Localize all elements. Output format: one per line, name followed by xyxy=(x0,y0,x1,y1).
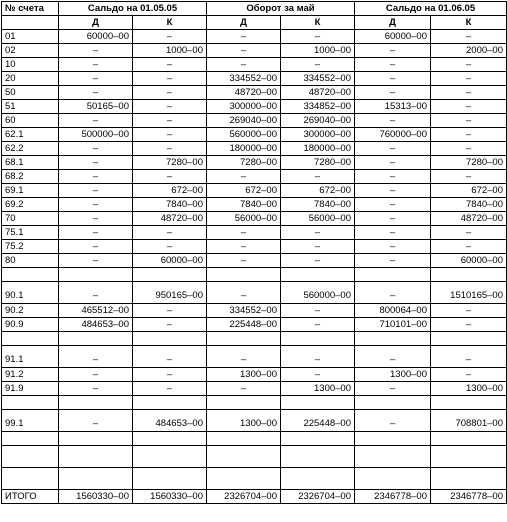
closing-debit-cell: – xyxy=(355,184,431,198)
closing-debit-cell: 2346778–00 xyxy=(355,490,431,504)
turnover-credit-cell: – xyxy=(281,170,355,184)
closing-debit-cell xyxy=(355,396,431,410)
table-row xyxy=(2,282,507,304)
turnover-credit-cell: – xyxy=(281,58,355,72)
opening-credit-cell: – xyxy=(133,100,207,114)
header-row-1 xyxy=(2,2,507,16)
table-row xyxy=(2,304,507,318)
closing-credit-cell: 1510165–00 xyxy=(431,282,507,304)
opening-credit-cell: 672–00 xyxy=(133,184,207,198)
account-number-cell: 91.2 xyxy=(2,368,59,382)
account-number-cell: 70 xyxy=(2,212,59,226)
opening-credit-cell xyxy=(133,332,207,346)
turnover-debit-cell: – xyxy=(207,44,281,58)
account-number-cell xyxy=(2,468,59,490)
turnover-credit-cell: 48720–00 xyxy=(281,86,355,100)
opening-credit-cell: – xyxy=(133,226,207,240)
turnover-debit-cell: 2326704–00 xyxy=(207,490,281,504)
account-number-cell: 91.1 xyxy=(2,346,59,368)
closing-debit-cell: – xyxy=(355,114,431,128)
turnover-debit-cell: 334552–00 xyxy=(207,304,281,318)
opening-debit-cell: 484653–00 xyxy=(59,318,133,332)
turnover-debit-cell: 300000–00 xyxy=(207,100,281,114)
closing-debit-cell: – xyxy=(355,282,431,304)
opening-debit-cell: – xyxy=(59,44,133,58)
account-number-cell xyxy=(2,268,59,282)
opening-debit-cell: – xyxy=(59,410,133,432)
turnover-credit-cell: – xyxy=(281,240,355,254)
turnover-credit-cell: 225448–00 xyxy=(281,410,355,432)
opening-credit-cell: – xyxy=(133,240,207,254)
opening-debit-cell xyxy=(59,468,133,490)
closing-credit-cell: – xyxy=(431,100,507,114)
account-number-cell: 69.2 xyxy=(2,198,59,212)
table-row xyxy=(2,396,507,410)
turnover-debit-cell: 1300–00 xyxy=(207,368,281,382)
opening-debit-cell: 465512–00 xyxy=(59,304,133,318)
table-row xyxy=(2,72,507,86)
turnover-debit-cell xyxy=(207,268,281,282)
turnover-credit-cell: – xyxy=(281,346,355,368)
account-number-cell: 75.1 xyxy=(2,226,59,240)
opening-debit-cell: – xyxy=(59,86,133,100)
table-row xyxy=(2,226,507,240)
opening-credit-cell xyxy=(133,468,207,490)
closing-credit-cell: – xyxy=(431,114,507,128)
closing-credit-cell: 60000–00 xyxy=(431,254,507,268)
turnover-credit-cell xyxy=(281,396,355,410)
table-row xyxy=(2,240,507,254)
closing-credit-cell: – xyxy=(431,86,507,100)
closing-debit-cell: 1300–00 xyxy=(355,368,431,382)
turnover-credit-cell: 7280–00 xyxy=(281,156,355,170)
header-opening-balance: Сальдо на 01.05.05 xyxy=(59,2,207,16)
closing-debit-cell xyxy=(355,268,431,282)
closing-debit-cell xyxy=(355,446,431,468)
turnover-credit-cell: 7840–00 xyxy=(281,198,355,212)
table-row xyxy=(2,346,507,368)
header-blank xyxy=(2,16,59,30)
total-row xyxy=(2,490,507,504)
turnover-credit-cell: – xyxy=(281,304,355,318)
turnover-debit-cell: 672–00 xyxy=(207,184,281,198)
account-number-cell: 50 xyxy=(2,86,59,100)
header-turnover-debit: Д xyxy=(207,16,281,30)
account-number-cell: 80 xyxy=(2,254,59,268)
turnover-credit-cell: 334852–00 xyxy=(281,100,355,114)
closing-credit-cell: – xyxy=(431,72,507,86)
turnover-debit-cell: – xyxy=(207,170,281,184)
opening-debit-cell: – xyxy=(59,282,133,304)
table-row xyxy=(2,212,507,226)
closing-credit-cell: 7840–00 xyxy=(431,198,507,212)
opening-credit-cell: – xyxy=(133,346,207,368)
closing-credit-cell: – xyxy=(431,58,507,72)
table-row xyxy=(2,318,507,332)
closing-credit-cell: – xyxy=(431,170,507,184)
turnover-credit-cell xyxy=(281,268,355,282)
table-row xyxy=(2,44,507,58)
turnover-credit-cell: – xyxy=(281,318,355,332)
closing-debit-cell: 15313–00 xyxy=(355,100,431,114)
account-number-cell: 90.9 xyxy=(2,318,59,332)
turnover-debit-cell xyxy=(207,446,281,468)
table-row xyxy=(2,382,507,396)
opening-credit-cell: – xyxy=(133,318,207,332)
closing-debit-cell: – xyxy=(355,58,431,72)
opening-debit-cell: – xyxy=(59,226,133,240)
closing-debit-cell xyxy=(355,468,431,490)
turnover-debit-cell: 7840–00 xyxy=(207,198,281,212)
table-row xyxy=(2,156,507,170)
table-row xyxy=(2,446,507,468)
turnover-debit-cell xyxy=(207,396,281,410)
closing-credit-cell: – xyxy=(431,142,507,156)
table-row xyxy=(2,30,507,44)
table-row xyxy=(2,468,507,490)
opening-debit-cell: 50165–00 xyxy=(59,100,133,114)
closing-debit-cell: – xyxy=(355,142,431,156)
header-closing-debit: Д xyxy=(355,16,431,30)
account-number-cell: 99.1 xyxy=(2,410,59,432)
opening-credit-cell: 1560330–00 xyxy=(133,490,207,504)
turnover-debit-cell: 269040–00 xyxy=(207,114,281,128)
turnover-debit-cell: – xyxy=(207,226,281,240)
opening-debit-cell: – xyxy=(59,72,133,86)
opening-credit-cell: – xyxy=(133,128,207,142)
turnover-debit-cell xyxy=(207,468,281,490)
closing-debit-cell: 60000–00 xyxy=(355,30,431,44)
header-closing-credit: К xyxy=(431,16,507,30)
closing-debit-cell: – xyxy=(355,410,431,432)
opening-debit-cell: – xyxy=(59,142,133,156)
account-number-cell xyxy=(2,446,59,468)
turnover-debit-cell xyxy=(207,432,281,446)
opening-credit-cell: 48720–00 xyxy=(133,212,207,226)
opening-credit-cell: 60000–00 xyxy=(133,254,207,268)
closing-debit-cell: – xyxy=(355,382,431,396)
turnover-debit-cell: 56000–00 xyxy=(207,212,281,226)
trial-balance-table xyxy=(1,1,507,504)
opening-credit-cell xyxy=(133,268,207,282)
opening-debit-cell: – xyxy=(59,58,133,72)
table-row xyxy=(2,268,507,282)
closing-debit-cell: 800064–00 xyxy=(355,304,431,318)
turnover-credit-cell: 2326704–00 xyxy=(281,490,355,504)
header-turnover: Оборот за май xyxy=(207,2,355,16)
account-number-cell: 51 xyxy=(2,100,59,114)
closing-credit-cell: 2346778–00 xyxy=(431,490,507,504)
opening-credit-cell: – xyxy=(133,304,207,318)
opening-debit-cell xyxy=(59,432,133,446)
opening-debit-cell: – xyxy=(59,212,133,226)
opening-credit-cell: – xyxy=(133,86,207,100)
opening-credit-cell: – xyxy=(133,170,207,184)
closing-credit-cell: – xyxy=(431,318,507,332)
account-number-cell: 62.1 xyxy=(2,128,59,142)
header-account: № счета xyxy=(2,2,59,16)
opening-credit-cell xyxy=(133,446,207,468)
closing-debit-cell: – xyxy=(355,86,431,100)
turnover-debit-cell: 180000–00 xyxy=(207,142,281,156)
opening-debit-cell: – xyxy=(59,254,133,268)
account-number-cell: 69.1 xyxy=(2,184,59,198)
turnover-credit-cell: 56000–00 xyxy=(281,212,355,226)
account-number-cell xyxy=(2,396,59,410)
account-number-cell: 90.1 xyxy=(2,282,59,304)
closing-debit-cell: – xyxy=(355,170,431,184)
header-opening-credit: К xyxy=(133,16,207,30)
turnover-credit-cell xyxy=(281,468,355,490)
opening-debit-cell: – xyxy=(59,382,133,396)
turnover-credit-cell: 180000–00 xyxy=(281,142,355,156)
turnover-credit-cell: 1000–00 xyxy=(281,44,355,58)
closing-debit-cell: – xyxy=(355,212,431,226)
turnover-debit-cell: – xyxy=(207,282,281,304)
opening-credit-cell xyxy=(133,396,207,410)
opening-debit-cell xyxy=(59,396,133,410)
account-number-cell xyxy=(2,432,59,446)
closing-debit-cell: – xyxy=(355,346,431,368)
table-row xyxy=(2,410,507,432)
closing-credit-cell: – xyxy=(431,368,507,382)
table-row xyxy=(2,58,507,72)
turnover-debit-cell: – xyxy=(207,382,281,396)
opening-debit-cell: – xyxy=(59,156,133,170)
turnover-credit-cell: 1300–00 xyxy=(281,382,355,396)
turnover-credit-cell: – xyxy=(281,226,355,240)
header-opening-debit: Д xyxy=(59,16,133,30)
opening-credit-cell: – xyxy=(133,114,207,128)
turnover-debit-cell: 560000–00 xyxy=(207,128,281,142)
opening-credit-cell: 7280–00 xyxy=(133,156,207,170)
turnover-debit-cell: 48720–00 xyxy=(207,86,281,100)
opening-credit-cell: 950165–00 xyxy=(133,282,207,304)
account-number-cell: 60 xyxy=(2,114,59,128)
closing-debit-cell: – xyxy=(355,72,431,86)
turnover-debit-cell: – xyxy=(207,240,281,254)
closing-credit-cell: 708801–00 xyxy=(431,410,507,432)
account-number-cell: 90.2 xyxy=(2,304,59,318)
closing-credit-cell: – xyxy=(431,240,507,254)
turnover-debit-cell xyxy=(207,332,281,346)
closing-debit-cell: – xyxy=(355,254,431,268)
opening-credit-cell: – xyxy=(133,382,207,396)
closing-credit-cell: – xyxy=(431,128,507,142)
turnover-credit-cell: 672–00 xyxy=(281,184,355,198)
turnover-debit-cell: – xyxy=(207,254,281,268)
account-number-cell: 62.2 xyxy=(2,142,59,156)
turnover-credit-cell xyxy=(281,446,355,468)
table-row xyxy=(2,184,507,198)
header-closing-balance: Сальдо на 01.06.05 xyxy=(355,2,507,16)
closing-credit-cell xyxy=(431,332,507,346)
table-row xyxy=(2,86,507,100)
opening-debit-cell: – xyxy=(59,240,133,254)
opening-debit-cell xyxy=(59,268,133,282)
opening-credit-cell: – xyxy=(133,30,207,44)
account-number-cell: 01 xyxy=(2,30,59,44)
table-row xyxy=(2,142,507,156)
turnover-debit-cell: 1300–00 xyxy=(207,410,281,432)
turnover-credit-cell: – xyxy=(281,254,355,268)
table-row xyxy=(2,114,507,128)
opening-debit-cell xyxy=(59,446,133,468)
opening-debit-cell: – xyxy=(59,170,133,184)
closing-debit-cell: – xyxy=(355,156,431,170)
closing-debit-cell xyxy=(355,432,431,446)
closing-credit-cell: 2000–00 xyxy=(431,44,507,58)
table-row xyxy=(2,332,507,346)
closing-debit-cell: – xyxy=(355,198,431,212)
turnover-debit-cell: – xyxy=(207,30,281,44)
turnover-credit-cell: 334552–00 xyxy=(281,72,355,86)
account-number-cell: 10 xyxy=(2,58,59,72)
table-row xyxy=(2,128,507,142)
closing-credit-cell xyxy=(431,396,507,410)
closing-credit-cell: – xyxy=(431,30,507,44)
header-turnover-credit: К xyxy=(281,16,355,30)
turnover-credit-cell: 560000–00 xyxy=(281,282,355,304)
closing-debit-cell: 710101–00 xyxy=(355,318,431,332)
opening-credit-cell: – xyxy=(133,368,207,382)
table-row xyxy=(2,198,507,212)
table-row xyxy=(2,170,507,184)
closing-debit-cell: – xyxy=(355,44,431,58)
turnover-credit-cell: – xyxy=(281,30,355,44)
opening-debit-cell xyxy=(59,332,133,346)
opening-debit-cell: – xyxy=(59,198,133,212)
table-row xyxy=(2,254,507,268)
account-number-cell xyxy=(2,332,59,346)
account-number-cell: 02 xyxy=(2,44,59,58)
closing-credit-cell xyxy=(431,268,507,282)
closing-credit-cell: – xyxy=(431,226,507,240)
opening-credit-cell: – xyxy=(133,142,207,156)
table-row xyxy=(2,100,507,114)
opening-credit-cell: 1000–00 xyxy=(133,44,207,58)
opening-credit-cell: 7840–00 xyxy=(133,198,207,212)
opening-debit-cell: 500000–00 xyxy=(59,128,133,142)
turnover-credit-cell xyxy=(281,432,355,446)
closing-credit-cell: 672–00 xyxy=(431,184,507,198)
opening-credit-cell: – xyxy=(133,58,207,72)
closing-credit-cell: 48720–00 xyxy=(431,212,507,226)
closing-credit-cell: 7280–00 xyxy=(431,156,507,170)
closing-debit-cell: – xyxy=(355,240,431,254)
closing-credit-cell: – xyxy=(431,346,507,368)
turnover-credit-cell xyxy=(281,332,355,346)
turnover-debit-cell: – xyxy=(207,346,281,368)
opening-debit-cell: 1560330–00 xyxy=(59,490,133,504)
closing-credit-cell xyxy=(431,468,507,490)
opening-debit-cell: – xyxy=(59,346,133,368)
account-number-cell: 20 xyxy=(2,72,59,86)
opening-debit-cell: – xyxy=(59,184,133,198)
opening-credit-cell: – xyxy=(133,72,207,86)
turnover-debit-cell: 7280–00 xyxy=(207,156,281,170)
table-row xyxy=(2,432,507,446)
closing-debit-cell: – xyxy=(355,226,431,240)
account-number-cell: 68.1 xyxy=(2,156,59,170)
closing-credit-cell xyxy=(431,432,507,446)
account-number-cell: 68.2 xyxy=(2,170,59,184)
turnover-credit-cell: – xyxy=(281,368,355,382)
turnover-debit-cell: – xyxy=(207,58,281,72)
closing-debit-cell xyxy=(355,332,431,346)
opening-debit-cell: – xyxy=(59,368,133,382)
turnover-credit-cell: 269040–00 xyxy=(281,114,355,128)
table-row xyxy=(2,368,507,382)
turnover-credit-cell: 300000–00 xyxy=(281,128,355,142)
closing-debit-cell: 760000–00 xyxy=(355,128,431,142)
turnover-debit-cell: 334552–00 xyxy=(207,72,281,86)
header-row-2 xyxy=(2,16,507,30)
closing-credit-cell xyxy=(431,446,507,468)
opening-debit-cell: 60000–00 xyxy=(59,30,133,44)
opening-credit-cell xyxy=(133,432,207,446)
turnover-debit-cell: 225448–00 xyxy=(207,318,281,332)
opening-credit-cell: 484653–00 xyxy=(133,410,207,432)
closing-credit-cell: 1300–00 xyxy=(431,382,507,396)
table-body xyxy=(2,2,507,504)
account-number-cell: 75.2 xyxy=(2,240,59,254)
account-number-cell: 91.9 xyxy=(2,382,59,396)
account-number-cell: ИТОГО xyxy=(2,490,59,504)
closing-credit-cell: – xyxy=(431,304,507,318)
opening-debit-cell: – xyxy=(59,114,133,128)
